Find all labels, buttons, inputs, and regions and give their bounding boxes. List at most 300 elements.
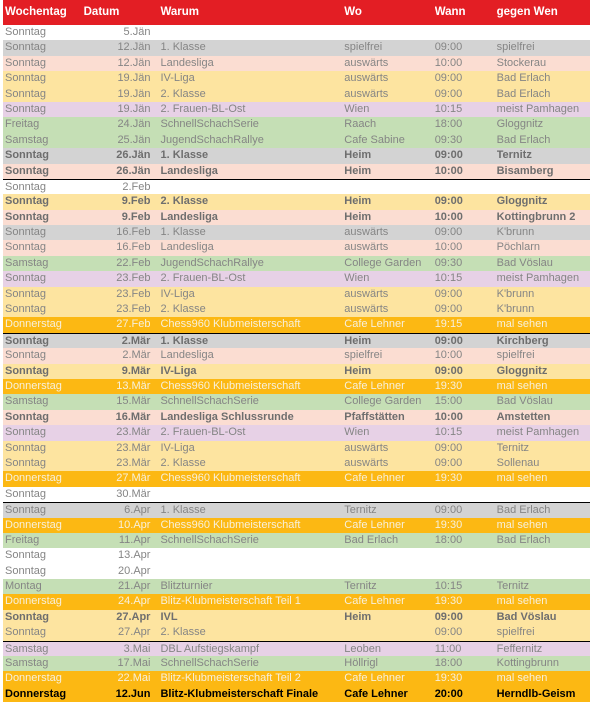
opponent-cell [497,180,590,194]
location-cell: Cafe Sabine [344,133,405,146]
col-header-wann: Wann [434,6,466,18]
location-cell: Heim [344,164,372,177]
date-cell: 26.Jän [116,149,151,162]
time-cell [435,487,497,502]
location-cell: Cafe Lehner [344,472,405,485]
weekday-cell: Donnerstag [5,379,62,392]
opponent-cell: Bad Erlach [496,72,551,85]
location-cell: Heim [344,195,372,208]
schedule-rows [3,25,590,702]
event-cell: SchnellSchachSerie [160,395,259,408]
location-cell [344,564,434,579]
weekday-cell: Sonntag [5,26,46,38]
table-row [3,641,590,656]
location-cell [344,487,434,502]
opponent-cell: spielfrei [496,41,535,54]
weekday-cell: Sonntag [5,287,46,300]
time-cell [435,180,497,194]
event-cell: Landesliga [160,210,218,223]
weekday-cell: Samstag [5,395,49,408]
weekday-cell: Samstag [5,256,49,269]
date-cell: 19.Jän [117,72,151,85]
event-cell: 1. Klasse [160,41,206,54]
table-row [3,671,590,686]
location-cell: auswärts [344,441,389,454]
date-cell: 23.Feb [116,287,151,300]
weekday-cell: Donnerstag [5,687,67,700]
opponent-cell: K'brunn [496,226,535,239]
date-cell: 24.Jän [117,118,151,131]
date-cell: 9.Feb [121,195,151,208]
table-row [3,487,590,502]
event-cell: 2. Klasse [160,626,206,639]
date-cell: 12.Jän [117,56,151,69]
opponent-cell: mal sehen [496,518,548,531]
event-cell: 1. Klasse [160,334,209,347]
time-cell [435,564,497,579]
location-cell [344,25,434,40]
location-cell: auswärts [344,72,389,85]
opponent-cell [497,25,590,40]
event-cell: Chess960 Klubmeisterschaft [160,318,301,331]
weekday-cell: Samstag [5,657,49,670]
col-header-datum: Datum [83,6,120,18]
table-row [3,240,590,255]
date-cell: 11.Apr [118,533,151,546]
weekday-cell: Sonntag [5,626,46,639]
location-cell: Cafe Lehner [344,318,405,331]
time-cell: 15:00 [434,395,463,408]
event-cell: 1. Klasse [160,149,209,162]
time-cell: 09:30 [434,133,463,146]
opponent-cell: Bad Erlach [496,504,551,517]
weekday-cell: Montag [5,580,42,593]
opponent-cell: Feffernitz [496,642,543,655]
event-cell [160,487,344,502]
date-cell: 13.Mär [116,379,151,392]
table-row [3,56,590,71]
date-cell: 12.Jän [117,41,151,54]
date-cell: 26.Jän [116,164,151,177]
date-cell: 21.Apr [118,580,151,593]
weekday-cell: Sonntag [5,456,46,469]
weekday-cell: Sonntag [5,610,49,623]
time-cell: 19:30 [434,379,463,392]
time-cell: 19:30 [434,472,463,485]
weekday-cell: Donnerstag [5,672,62,685]
col-header-wo: Wo [344,6,362,18]
time-cell: 09:00 [434,287,463,300]
weekday-cell: Sonntag [5,410,49,423]
date-cell: 6.Apr [124,504,151,517]
location-cell: Cafe Lehner [344,672,405,685]
table-row [3,102,590,117]
date-cell: 27.Feb [116,318,151,331]
location-cell: auswärts [344,456,389,469]
weekday-cell: Freitag [5,533,40,546]
opponent-cell: mal sehen [496,318,548,331]
opponent-cell: mal sehen [496,379,548,392]
location-cell: Heim [344,610,372,623]
table-row [3,71,590,86]
date-cell: 16.Feb [116,241,151,254]
weekday-cell: Sonntag [5,426,46,439]
opponent-cell: Herndlb-Geism [496,687,576,700]
opponent-cell: Kottingbrunn 2 [496,210,576,223]
location-cell: College Garden [344,256,422,269]
date-cell: 22.Mai [117,672,151,685]
location-cell: Raach [344,118,377,131]
date-cell: 9.Mär [121,364,151,377]
date-cell: 27.Apr [116,610,151,623]
weekday-cell: Sonntag [5,195,49,208]
table-row [3,348,590,363]
opponent-cell: Bad Erlach [496,533,551,546]
weekday-cell: Sonntag [5,180,46,193]
table-row [3,364,590,379]
event-cell: Chess960 Klubmeisterschaft [160,379,301,392]
event-cell: Blitz-Klubmeisterschaft Teil 1 [160,595,301,608]
opponent-cell: Sollenau [496,456,540,469]
opponent-cell: meist Pamhagen [496,272,580,285]
location-cell [344,625,434,640]
opponent-cell: Kottingbrunn [496,657,559,670]
opponent-cell: Amstetten [496,410,551,423]
table-row [3,256,590,271]
time-cell: 09:00 [434,41,463,54]
time-cell: 19:30 [434,518,463,531]
time-cell: 10:00 [434,56,463,69]
location-cell: Wien [344,272,370,285]
weekday-cell: Sonntag [5,349,46,362]
table-row [3,317,590,332]
date-cell: 19.Jän [117,102,151,115]
weekday-cell: Sonntag [5,334,49,347]
location-cell: College Garden [344,395,422,408]
date-cell: 20.Apr [118,564,151,577]
event-cell: Landesliga [160,56,214,69]
time-cell: 09:00 [434,456,463,469]
date-cell: 30.Mär [116,487,151,500]
event-cell [160,564,344,579]
location-cell: Heim [344,210,372,223]
event-cell: SchnellSchachSerie [160,118,259,131]
table-row [3,225,590,240]
location-cell: Heim [344,364,372,377]
table-row [3,471,590,486]
date-cell: 2.Mär [121,334,151,347]
location-cell: auswärts [344,287,389,300]
opponent-cell: Ternitz [496,149,532,162]
event-cell: DBL Aufstiegskampf [160,642,260,655]
date-cell: 23.Feb [116,272,151,285]
table-row [3,302,590,317]
date-cell: 2.Feb [122,180,151,193]
time-cell: 09:30 [434,256,463,269]
table-row [3,610,590,625]
opponent-cell: meist Pamhagen [496,426,580,439]
time-cell: 09:00 [434,504,463,517]
location-cell: Wien [344,426,370,439]
table-row [3,441,590,456]
date-cell: 5.Jän [123,26,151,38]
opponent-cell: Ternitz [496,441,530,454]
event-cell: Blitzturnier [160,580,213,593]
weekday-cell: Sonntag [5,226,46,239]
weekday-cell: Sonntag [5,56,46,69]
location-cell: Heim [344,334,372,347]
weekday-cell: Sonntag [5,210,49,223]
table-row [3,656,590,671]
date-cell: 16.Feb [116,226,151,239]
location-cell: Höllrigl [344,657,378,670]
location-cell: Leoben [344,642,381,655]
opponent-cell [497,564,590,579]
table-row [3,87,590,102]
time-cell: 09:00 [434,149,463,162]
weekday-cell: Donnerstag [5,472,62,485]
event-cell: IV-Liga [160,441,195,454]
header-row [3,0,590,25]
date-cell: 3.Mai [123,642,151,655]
event-cell: IV-Liga [160,72,195,85]
event-cell: 2. Klasse [160,195,209,208]
col-header-warum: Warum [160,6,200,18]
opponent-cell [497,548,590,563]
opponent-cell: Pöchlarn [496,241,541,254]
date-cell: 10.Apr [118,518,151,531]
time-cell: 10:00 [434,210,463,223]
event-cell: Landesliga [160,164,218,177]
event-cell: 2. Klasse [160,456,206,469]
time-cell: 09:00 [434,87,463,100]
event-cell: 2. Klasse [160,87,206,100]
opponent-cell: mal sehen [496,595,548,608]
time-cell: 18:00 [434,118,463,131]
event-cell: Chess960 Klubmeisterschaft [160,518,301,531]
table-row [3,25,590,40]
event-cell: JugendSchachRallye [160,133,264,146]
table-row [3,394,590,409]
time-cell: 10:15 [434,580,463,593]
opponent-cell: Bad Erlach [496,87,551,100]
opponent-cell: K'brunn [496,303,535,316]
event-cell: 2. Klasse [160,303,206,316]
weekday-cell: Sonntag [5,564,46,577]
weekday-cell: Sonntag [5,504,46,517]
time-cell: 19:30 [434,595,463,608]
location-cell: Heim [344,149,372,162]
time-cell: 10:00 [434,241,463,254]
time-cell: 09:00 [434,195,463,208]
table-row [3,133,590,148]
time-cell: 11:00 [434,642,462,655]
schedule-table [3,0,590,702]
date-cell: 13.Apr [118,549,151,562]
location-cell: Wien [344,102,370,115]
time-cell: 09:00 [434,226,463,239]
weekday-cell: Freitag [5,118,40,131]
time-cell: 10:15 [434,102,463,115]
table-row [3,179,590,194]
location-cell [344,180,434,194]
table-row [3,594,590,609]
opponent-cell: mal sehen [496,672,548,685]
location-cell: spielfrei [344,349,383,362]
weekday-cell: Sonntag [5,41,46,54]
event-cell: Landesliga [160,241,214,254]
time-cell [435,548,497,563]
opponent-cell: Kirchberg [496,334,549,347]
time-cell: 09:00 [434,334,463,347]
event-cell: Blitz-Klubmeisterschaft Teil 2 [160,672,301,685]
event-cell: 1. Klasse [160,226,206,239]
table-row [3,533,590,548]
location-cell: auswärts [344,241,389,254]
event-cell: SchnellSchachSerie [160,657,259,670]
opponent-cell: spielfrei [496,349,535,362]
event-cell: 2. Frauen-BL-Ost [160,426,246,439]
table-row [3,271,590,286]
time-cell: 09:00 [434,610,463,623]
opponent-cell: Bad Vöslau [496,256,553,269]
event-cell: SchnellSchachSerie [160,533,259,546]
weekday-cell: Donnerstag [5,518,62,531]
date-cell: 9.Feb [121,210,151,223]
time-cell: 10:00 [434,349,463,362]
table-row [3,456,590,471]
location-cell: spielfrei [344,41,383,54]
weekday-cell: Sonntag [5,303,46,316]
weekday-cell: Samstag [5,133,49,146]
weekday-cell: Sonntag [5,241,46,254]
event-cell [160,548,344,563]
weekday-cell: Donnerstag [5,595,62,608]
location-cell: Cafe Lehner [344,595,405,608]
table-row [3,687,590,702]
location-cell: Cafe Lehner [344,687,408,700]
opponent-cell: K'brunn [496,287,535,300]
date-cell: 23.Mär [116,426,151,439]
table-row [3,548,590,563]
table-row [3,425,590,440]
date-cell: 22.Feb [116,256,151,269]
table-row [3,287,590,302]
table-row [3,210,590,225]
opponent-cell: Ternitz [496,580,530,593]
date-cell: 27.Apr [118,626,151,639]
table-row [3,625,590,640]
weekday-cell: Sonntag [5,87,46,100]
weekday-cell: Sonntag [5,487,46,500]
weekday-cell: Sonntag [5,364,49,377]
weekday-cell: Donnerstag [5,318,62,331]
event-cell: Blitz-Klubmeisterschaft Finale [160,687,319,700]
location-cell: auswärts [344,303,389,316]
weekday-cell: Sonntag [5,72,46,85]
col-header-wochentag: Wochentag [5,6,67,18]
time-cell: 09:00 [434,72,463,85]
weekday-cell: Sonntag [5,441,46,454]
event-cell: JugendSchachRallye [160,256,264,269]
location-cell: Cafe Lehner [344,518,405,531]
event-cell: IV-Liga [160,287,195,300]
event-cell: 2. Frauen-BL-Ost [160,102,246,115]
event-cell: IVL [160,610,178,623]
table-row [3,502,590,517]
time-cell: 19:30 [434,672,463,685]
time-cell: 09:00 [434,626,463,639]
date-cell: 19.Jän [117,87,151,100]
date-cell: 27.Mär [116,472,151,485]
time-cell: 19:15 [434,318,463,331]
event-cell: 1. Klasse [160,504,206,517]
time-cell: 10:15 [434,426,463,439]
event-cell: Landesliga Schlussrunde [160,410,294,423]
location-cell: auswärts [344,226,389,239]
time-cell: 10:00 [434,164,463,177]
event-cell: Landesliga [160,349,214,362]
time-cell: 18:00 [434,657,463,670]
opponent-cell: spielfrei [496,626,535,639]
weekday-cell: Sonntag [5,272,46,285]
location-cell: auswärts [344,56,389,69]
table-row [3,117,590,132]
opponent-cell: Bad Erlach [496,133,551,146]
opponent-cell: Stockerau [496,56,547,69]
table-row [3,164,590,179]
weekday-cell: Sonntag [5,149,49,162]
date-cell: 12.Jun [115,687,151,700]
event-cell: IV-Liga [160,364,197,377]
location-cell [344,548,434,563]
table-row [3,333,590,348]
opponent-cell [497,487,590,502]
weekday-cell: Sonntag [5,102,46,115]
weekday-cell: Sonntag [5,549,46,562]
location-cell: Ternitz [344,504,377,517]
opponent-cell: meist Pamhagen [496,102,580,115]
table-row [3,579,590,594]
event-cell [160,180,344,194]
table-row [3,194,590,209]
table-row [3,410,590,425]
date-cell: 16.Mär [115,410,151,423]
table-row [3,148,590,163]
location-cell: Cafe Lehner [344,379,405,392]
date-cell: 25.Jän [117,133,151,146]
opponent-cell: Gloggnitz [496,364,548,377]
date-cell: 15.Mär [116,395,151,408]
table-row [3,564,590,579]
time-cell [435,25,497,40]
opponent-cell: Bad Vöslau [496,610,557,623]
time-cell: 10:00 [434,410,463,423]
event-cell [160,25,344,40]
opponent-cell: Gloggnitz [496,195,548,208]
time-cell: 09:00 [434,303,463,316]
location-cell: Ternitz [344,580,377,593]
opponent-cell: Bad Vöslau [496,395,553,408]
weekday-cell: Samstag [5,642,49,655]
opponent-cell: mal sehen [496,472,548,485]
time-cell: 09:00 [434,364,463,377]
opponent-cell: Gloggnitz [496,118,544,131]
time-cell: 09:00 [434,441,463,454]
location-cell: Bad Erlach [344,533,399,546]
location-cell: auswärts [344,87,389,100]
date-cell: 2.Mär [122,349,151,362]
